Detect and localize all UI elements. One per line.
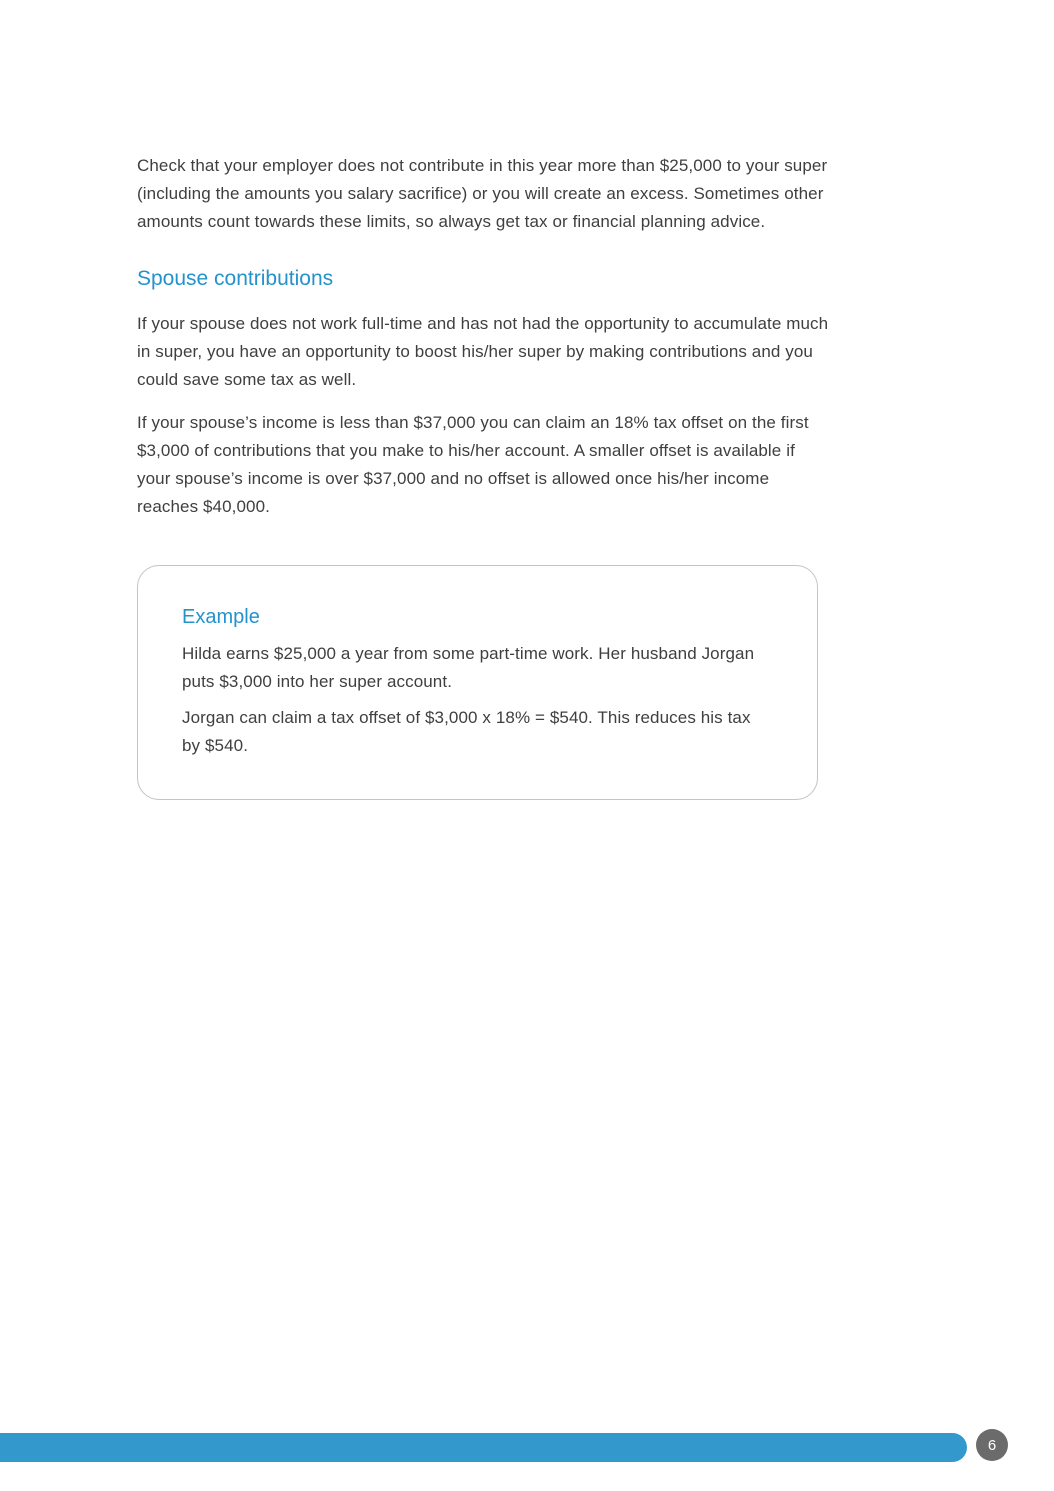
body-paragraph: If your spouse does not work full-time and has not had the opportunity to accumulate much in super, you have an opportunity to boost his/her super by making contributions and you could save some tax as well. <box>137 314 829 389</box>
section-heading-spouse-contributions: Spouse contributions <box>137 267 334 290</box>
page-number: 6 <box>987 1436 997 1454</box>
intro-paragraph: Check that your employer does not contribute in this year more than $25,000 to your super (including the amounts you salary sacrifice) or you will create an excess. Sometimes other amounts count towards these limits, so always get tax or financial planning advice. <box>137 156 828 231</box>
example-heading: Example <box>182 606 260 628</box>
body-paragraph: If your spouse’s income is less than $37,000 you can claim an 18% tax offset on the first $3,000 of contributions that you make to his/her account. A smaller offset is available if your spouse’s income is over $37,000 and no offset is allowed once his/her income reaches $40,000. <box>137 413 809 516</box>
footer-accent-bar <box>0 1433 967 1462</box>
example-paragraph: Jorgan can claim a tax offset of $3,000 x 18% = $540. This reduces his tax by $540. <box>182 708 751 755</box>
example-box <box>137 565 818 800</box>
page-content <box>137 152 829 800</box>
page-number-badge <box>976 1429 1008 1461</box>
example-paragraph: Hilda earns $25,000 a year from some part-time work. Her husband Jorgan puts $3,000 into her super account. <box>182 644 755 691</box>
